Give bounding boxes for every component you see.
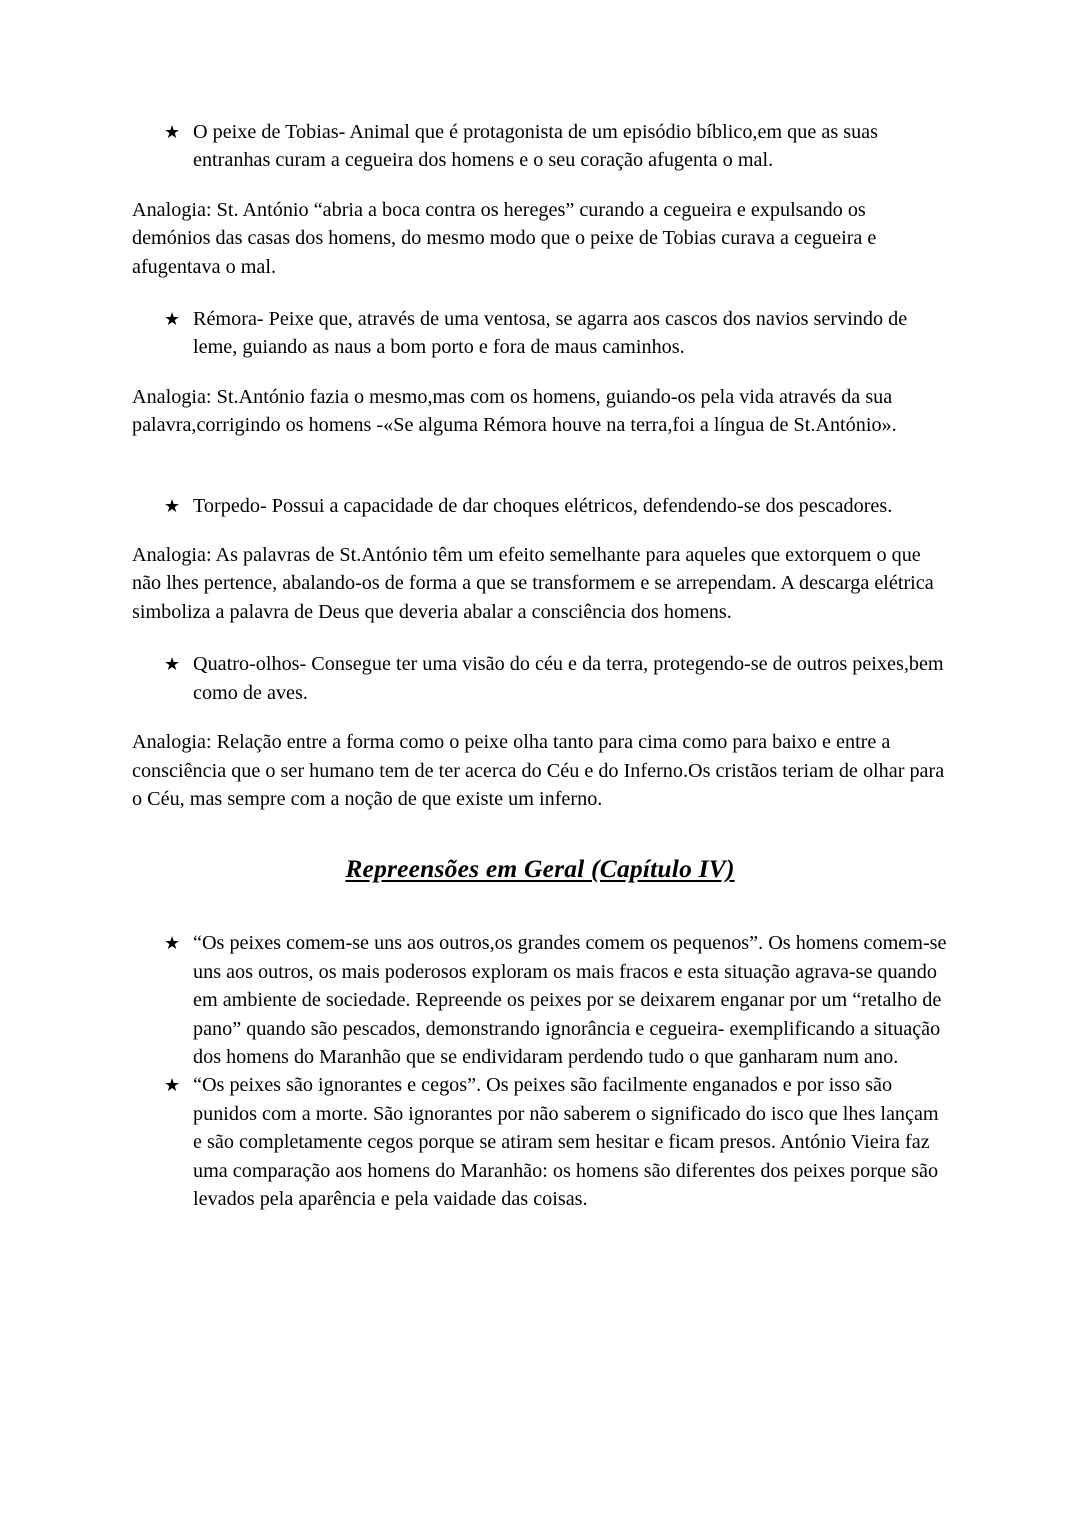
document-body [132, 118, 948, 1213]
bullet-text-repreensao-1: “Os peixes comem-se uns aos outros,os grandes comem os pequenos”. Os homens comem-se uns aos outros, os mais poderosos exploram os mais fracos e esta situação agrava-se quando em ambiente de sociedade. Repreende os peixes por se deixarem enganar por um “retalho de pano” quando são pescados, demonstrando ignorância e cegueira- exemplificando a situação dos homens do Maranhão que se endividaram perdendo tudo o que ganharam num ano. [193, 932, 947, 1068]
spacer [132, 362, 948, 383]
list-item [132, 1071, 948, 1213]
star-bullet-icon: ★ [164, 654, 181, 675]
spacer [132, 626, 948, 650]
list-item [132, 492, 948, 520]
star-bullet-icon: ★ [164, 495, 181, 516]
bullet-list-repreensoes [132, 929, 948, 1213]
list-item [132, 118, 948, 175]
bullet-text-quatro-olhos: Quatro-olhos- Consegue ter uma visão do céu e da terra, protegendo-se de outros peixes,bem como de aves. [193, 653, 944, 704]
bullet-text-tobias: O peixe de Tobias- Animal que é protagonista de um episódio bíblico,em que as suas entranhas curam a cegueira dos homens e o seu coração afugenta o mal. [193, 121, 879, 172]
spacer [132, 520, 948, 541]
bullet-text-remora: Rémora- Peixe que, através de uma ventosa, se agarra aos cascos dos navios servindo de leme, guiando as naus a bom porto e fora de maus caminhos. [193, 308, 908, 359]
spacer [132, 281, 948, 305]
list-item [132, 305, 948, 362]
paragraph-analogia-tobias: Analogia: St. António “abria a boca contra os hereges” curando a cegueira e expulsando os demónios das casas dos homens, do mesmo modo que o peixe de Tobias curava a cegueira e afugentava o mal. [132, 198, 877, 278]
spacer [132, 175, 948, 196]
bullet-list-remora [132, 305, 948, 362]
spacer [132, 440, 948, 492]
spacer [132, 813, 948, 853]
spacer [132, 707, 948, 728]
spacer [132, 885, 948, 929]
list-item [132, 929, 948, 1071]
section-heading: Repreensões em Geral (Capítulo IV) [345, 854, 735, 884]
bullet-list-quatro-olhos [132, 650, 948, 707]
bullet-text-repreensao-2: “Os peixes são ignorantes e cegos”. Os peixes são facilmente enganados e por isso são punidos com a morte. São ignorantes por não saberem o significado do isco que lhes lançam e são completamente cegos porque se atiram sem hesitar e ficam presos. António Vieira faz uma comparação aos homens do Maranhão: os homens são diferentes dos peixes porque são levados pela aparência e pela vaidade das coisas. [193, 1074, 939, 1210]
paragraph-analogia-quatro-olhos: Analogia: Relação entre a forma como o peixe olha tanto para cima como para baixo e entre a consciência que o ser humano tem de ter acerca do Céu e do Inferno.Os cristãos teriam de olhar para o Céu, mas sempre com a noção de que existe um inferno. [132, 731, 945, 810]
paragraph-analogia-torpedo: Analogia: As palavras de St.António têm um efeito semelhante para aqueles que extorquem o que não lhes pertence, abalando-os de forma a que se transformem e se arrependam. A descarga elétrica simboliza a palavra de Deus que deveria abalar a consciência dos homens. [132, 544, 934, 623]
star-bullet-icon: ★ [164, 1075, 181, 1096]
star-bullet-icon: ★ [164, 933, 181, 954]
list-item [132, 650, 948, 707]
bullet-text-torpedo: Torpedo- Possui a capacidade de dar choques elétricos, defendendo-se dos pescadores. [193, 494, 893, 517]
star-bullet-icon: ★ [164, 309, 181, 330]
star-bullet-icon: ★ [164, 122, 181, 142]
paragraph-analogia-remora: Analogia: St.António fazia o mesmo,mas com os homens, guiando-os pela vida através da sua palavra,corrigindo os homens -«Se alguma Rémora houve na terra,foi a língua de St.António». [132, 385, 897, 437]
bullet-list-torpedo [132, 492, 948, 520]
bullet-list-tobias [132, 118, 948, 175]
